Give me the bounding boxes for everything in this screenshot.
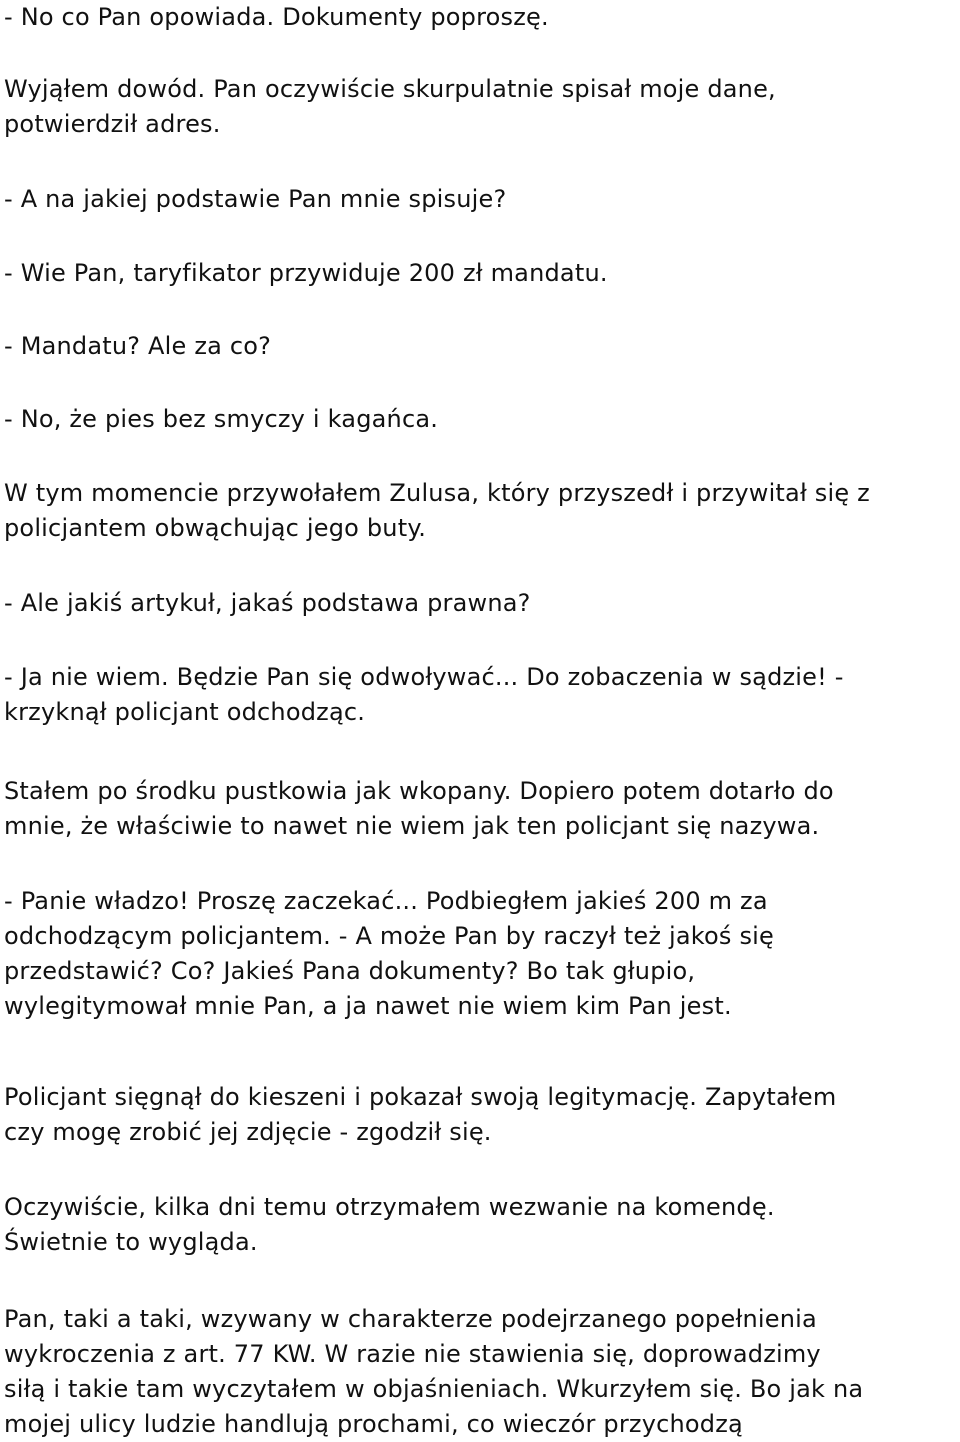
paragraph-5 — [4, 329, 960, 364]
text-line: krzyknął policjant odchodząc. — [4, 698, 366, 726]
text-line: Oczywiście, kilka dni temu otrzymałem wezwanie na komendę. — [4, 1193, 775, 1221]
paragraph-4 — [4, 256, 960, 291]
paragraph-2 — [4, 72, 960, 142]
paragraph-14 — [4, 1302, 960, 1442]
text-line: - No, że pies bez smyczy i kagańca. — [4, 405, 439, 433]
text-line: W tym momencie przywołałem Zulusa, który przyszedł i przywitał się z — [4, 479, 870, 507]
text-line: - Panie władzo! Proszę zaczekać... Podbiegłem jakieś 200 m za — [4, 887, 768, 915]
paragraph-7 — [4, 476, 960, 546]
text-line: mojej ulicy ludzie handlują prochami, co wieczór przychodzą — [4, 1410, 743, 1438]
text-line: - A na jakiej podstawie Pan mnie spisuje? — [4, 185, 507, 213]
text-line: Pan, taki a taki, wzywany w charakterze podejrzanego popełnienia — [4, 1305, 817, 1333]
text-line: - Mandatu? Ale za co? — [4, 332, 272, 360]
text-line: Policjant sięgnął do kieszeni i pokazał swoją legitymację. Zapytałem — [4, 1083, 837, 1111]
text-line: - Ale jakiś artykuł, jakaś podstawa prawna? — [4, 589, 531, 617]
text-line: siłą i takie tam wyczytałem w objaśnieniach. Wkurzyłem się. Bo jak na — [4, 1375, 864, 1403]
text-line: przedstawić? Co? Jakieś Pana dokumenty? Bo tak głupio, — [4, 957, 696, 985]
text-line: Świetnie to wygląda. — [4, 1228, 258, 1256]
text-line: mnie, że właściwie to nawet nie wiem jak ten policjant się nazywa. — [4, 812, 820, 840]
text-line: Wyjąłem dowód. Pan oczywiście skurpulatnie spisał moje dane, — [4, 75, 776, 103]
text-line: - Wie Pan, taryfikator przywiduje 200 zł mandatu. — [4, 259, 608, 287]
paragraph-11 — [4, 884, 960, 1024]
text-line: policjantem obwąchując jego buty. — [4, 514, 427, 542]
text-line: czy mogę zrobić jej zdjęcie - zgodził się. — [4, 1118, 492, 1146]
paragraph-13 — [4, 1190, 960, 1260]
text-line: Stałem po środku pustkowia jak wkopany. Dopiero potem dotarło do — [4, 777, 834, 805]
text-line: wylegitymował mnie Pan, a ja nawet nie wiem kim Pan jest. — [4, 992, 732, 1020]
text-line: wykroczenia z art. 77 KW. W razie nie stawienia się, doprowadzimy — [4, 1340, 821, 1368]
text-line: potwierdził adres. — [4, 110, 221, 138]
text-line: - Ja nie wiem. Będzie Pan się odwoływać... Do zobaczenia w sądzie! - — [4, 663, 844, 691]
paragraph-10 — [4, 774, 960, 844]
paragraph-3 — [4, 182, 960, 217]
paragraph-9 — [4, 660, 960, 730]
paragraph-1 — [4, 0, 960, 35]
paragraph-12 — [4, 1080, 960, 1150]
text-line: - No co Pan opowiada. Dokumenty poproszę. — [4, 3, 549, 31]
paragraph-6 — [4, 402, 960, 437]
paragraph-8 — [4, 586, 960, 621]
text-line: odchodzącym policjantem. - A może Pan by raczył też jakoś się — [4, 922, 774, 950]
